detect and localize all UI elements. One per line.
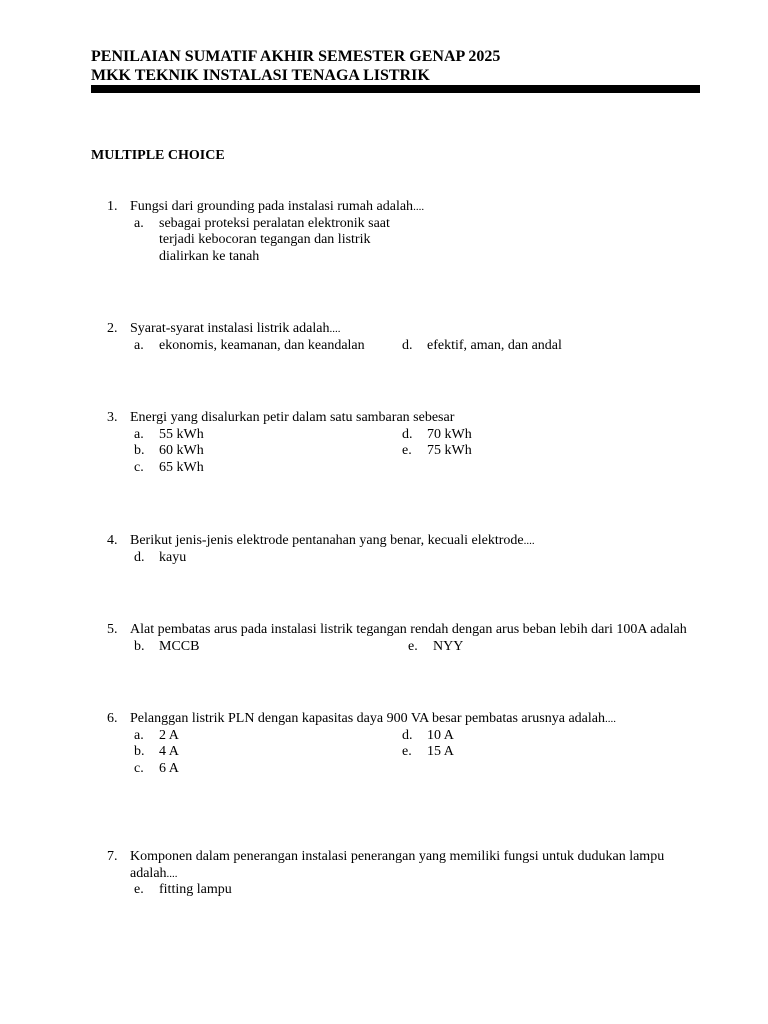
option-letter: d. xyxy=(402,337,413,353)
option-text: ekonomis, keamanan, dan keandalan xyxy=(159,337,365,353)
option-letter: e. xyxy=(408,638,418,654)
option-text: NYY xyxy=(433,638,464,654)
option-letter: e. xyxy=(402,744,412,759)
question-text xyxy=(130,410,690,427)
question-stem: Komponen dalam penerangan instalasi penerangan yang memiliki fungsi untuk dudukan lampu adalah xyxy=(130,849,665,881)
option-letter: b. xyxy=(134,638,145,654)
option-text: 60 kWh xyxy=(159,443,204,458)
option-letter: a. xyxy=(134,337,144,353)
option-letter: e. xyxy=(402,443,412,458)
header-rule xyxy=(91,85,700,93)
option-letter: a. xyxy=(134,426,144,442)
exam-title: PENILAIAN SUMATIF AKHIR SEMESTER GENAP 2025 xyxy=(91,48,501,65)
option-text: 10 A xyxy=(427,727,454,743)
question-dots: .... xyxy=(166,867,178,880)
question-number: 2. xyxy=(107,321,118,336)
option-letter: d. xyxy=(402,727,413,743)
option-text: 6 A xyxy=(159,760,179,776)
option-text: efektif, aman, dan andal xyxy=(427,337,562,353)
question-number: 5. xyxy=(107,622,118,637)
question-stem: Energi yang disalurkan petir dalam satu sambaran sebesar xyxy=(130,410,455,425)
option-text: 75 kWh xyxy=(427,443,472,458)
question-dots: .... xyxy=(523,535,535,547)
question-stem: Pelanggan listrik PLN dengan kapasitas daya 900 VA besar pembatas arusnya adalah xyxy=(130,711,605,726)
question-stem: Berikut jenis-jenis elektrode pentanahan yang benar, kecuali elektrode xyxy=(130,533,524,548)
question-text xyxy=(130,622,730,639)
option-text: 4 A xyxy=(159,744,179,759)
option-text: kayu xyxy=(159,549,187,565)
question-text xyxy=(130,533,690,550)
option-text: 15 A xyxy=(427,744,454,759)
question-text xyxy=(130,849,670,882)
question-number: 3. xyxy=(107,410,118,425)
question-number: 6. xyxy=(107,711,118,726)
question-number: 1. xyxy=(107,199,118,214)
question-stem: Alat pembatas arus pada instalasi listrik tegangan rendah dengan arus beban lebih dari 100A adalah xyxy=(130,622,687,637)
question-text xyxy=(130,199,690,216)
question-dots: .... xyxy=(413,201,425,213)
question-text xyxy=(130,321,690,338)
option-text: MCCB xyxy=(159,638,200,654)
question-stem: Syarat-syarat instalasi listrik adalah xyxy=(130,321,330,336)
option-text: sebagai proteksi peralatan elektronik saat terjadi kebocoran tegangan dan listrik dialirkan ke tanah xyxy=(159,215,390,264)
option-letter: d. xyxy=(402,426,413,442)
option-letter: e. xyxy=(134,882,144,897)
option-text: 65 kWh xyxy=(159,459,204,475)
option-letter: b. xyxy=(134,744,145,759)
question-text xyxy=(130,711,690,728)
option-text: 70 kWh xyxy=(427,426,472,442)
question-number: 4. xyxy=(107,533,118,548)
question-dots: .... xyxy=(604,713,616,725)
option-letter: d. xyxy=(134,549,145,565)
option-text: 55 kWh xyxy=(159,426,204,442)
option-letter: c. xyxy=(134,760,144,776)
question-number: 7. xyxy=(107,849,118,864)
option-text: fitting lampu xyxy=(159,882,232,897)
question-dots: .... xyxy=(329,323,341,335)
exam-subject: MKK TEKNIK INSTALASI TENAGA LISTRIK xyxy=(91,67,430,84)
question-stem: Fungsi dari grounding pada instalasi rumah adalah xyxy=(130,199,414,214)
option-letter: a. xyxy=(134,727,144,743)
section-title: MULTIPLE CHOICE xyxy=(91,148,225,163)
option-letter: a. xyxy=(134,215,144,231)
option-letter: b. xyxy=(134,443,145,458)
option-text: 2 A xyxy=(159,727,179,743)
option-letter: c. xyxy=(134,459,144,475)
